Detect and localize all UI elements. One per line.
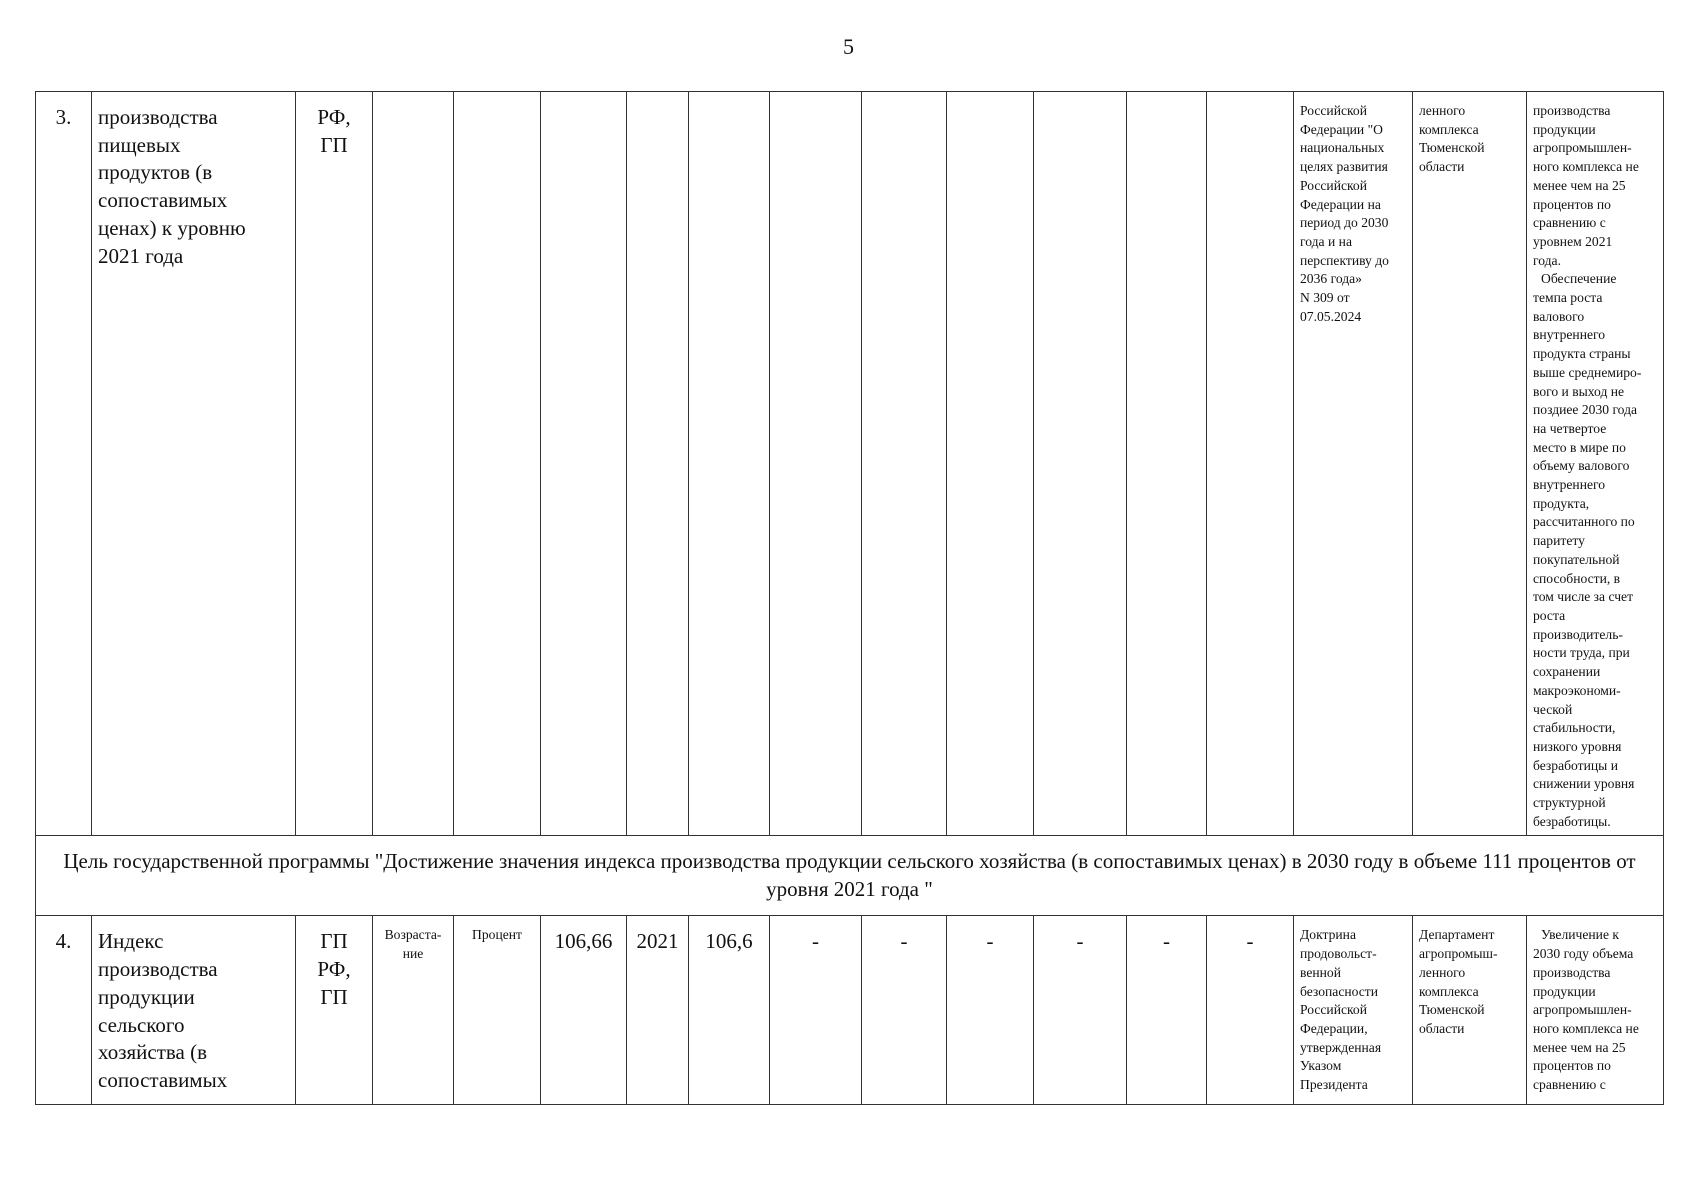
indicator-level: ГП РФ, ГП (317, 929, 351, 1009)
value-dash: - (1246, 929, 1254, 954)
value-cell (947, 92, 1034, 836)
indicator-name-cell (92, 916, 296, 1105)
value-cell (862, 916, 947, 1105)
goal-row (36, 836, 1664, 916)
responsible-text: ленного комплекса Тюменской области (1419, 103, 1485, 175)
indicator-name-cell (92, 92, 296, 836)
indicators-table (35, 91, 1664, 1105)
unit-cell (454, 92, 541, 836)
value-dash: - (1076, 929, 1084, 954)
trend-cell (373, 92, 454, 836)
document-text: Доктрина продовольст- венной безопасности Российской Федерации, утвержденная Указом Президента (1300, 927, 1382, 1093)
document-cell (1294, 916, 1413, 1105)
value-cell (947, 916, 1034, 1105)
base-value: 106,66 (554, 929, 613, 954)
goal-link-cell (1527, 92, 1664, 836)
trend-cell (373, 916, 454, 1105)
value-cell (1034, 916, 1127, 1105)
responsible-cell (1413, 916, 1527, 1105)
value-cell (1207, 92, 1294, 836)
responsible-cell (1413, 92, 1527, 836)
row-number-cell (36, 916, 92, 1105)
table-row-4 (36, 916, 1664, 1105)
value-cell (770, 916, 862, 1105)
row-number: 4. (55, 929, 72, 954)
responsible-text: Департамент агропромыш- ленного комплекса Тюменской области (1419, 927, 1498, 1036)
base-year-cell (627, 916, 689, 1105)
row-number: 3. (55, 105, 72, 129)
page-number: 5 (843, 34, 854, 59)
level-cell (296, 916, 373, 1105)
goal-link-text: Обеспечение темпа роста валового внутреннего продукта страны выше среднемиро- вого и выход не поздиее 2030 года на четвертое место в мире по объему валового внутреннего продукта, рассчитанного по паритету покупательной способности, в том числе за счет роста производитель- ности труда, при сохранении макроэкономи- ческой стабильности, низкого уровня безработицы и снижении уровня структурной безработицы. (1533, 271, 1642, 829)
value-cell (770, 92, 862, 836)
value-dash: - (1163, 929, 1170, 954)
value-dash: - (812, 929, 819, 954)
unit-cell (454, 916, 541, 1105)
value-cell (1127, 916, 1207, 1105)
value-cell (1127, 92, 1207, 836)
unit-text: Процент (472, 927, 522, 943)
row-number-cell (36, 92, 92, 836)
level-cell (296, 92, 373, 836)
value-dash: - (900, 929, 908, 954)
goal-link-text: Увеличение к 2030 году объема производства продукции агропромышлен- ного комплекса не менее чем на 25 процентов по сравнению с (1533, 927, 1639, 1093)
base-year: 2021 (636, 929, 679, 954)
value-cell (1207, 916, 1294, 1105)
value-cell (1034, 92, 1127, 836)
goal-link-cell (1527, 916, 1664, 1105)
document-text: Российской Федерации "О национальных целях развития Российской Федерации на период до 2030 года и на перспективу до 2036 года» N 309 от 07.05.2024 (1300, 103, 1389, 324)
indicator-level: РФ, ГП (317, 105, 351, 157)
trend-text: Возраста- ние (384, 927, 442, 962)
indicator-name: производства пищевых продуктов (в сопоставимых ценах) к уровню 2021 года (98, 105, 246, 268)
base-value-cell (541, 92, 627, 836)
document-cell (1294, 92, 1413, 836)
value-2024: 106,6 (705, 929, 753, 954)
goal-cell (36, 836, 1664, 916)
value-dash: - (986, 929, 994, 954)
indicator-name: Индекс производства продукции сельского хозяйства (в сопоставимых (98, 929, 228, 1092)
base-year-cell (627, 92, 689, 836)
program-goal-text: Цель государственной программы "Достижение значения индекса производства продукции сельского хозяйства (в сопоставимых ценах) в 2030 году в объеме 111 процентов от уровня 2021 года " (63, 849, 1636, 901)
value-cell (689, 916, 770, 1105)
table-row-3 (36, 92, 1664, 836)
value-cell (862, 92, 947, 836)
base-value-cell (541, 916, 627, 1105)
value-cell (689, 92, 770, 836)
goal-link-text: производства продукции агропромышлен- ного комплекса не менее чем на 25 процентов по сравнению с уровнем 2021 года. (1533, 103, 1639, 268)
